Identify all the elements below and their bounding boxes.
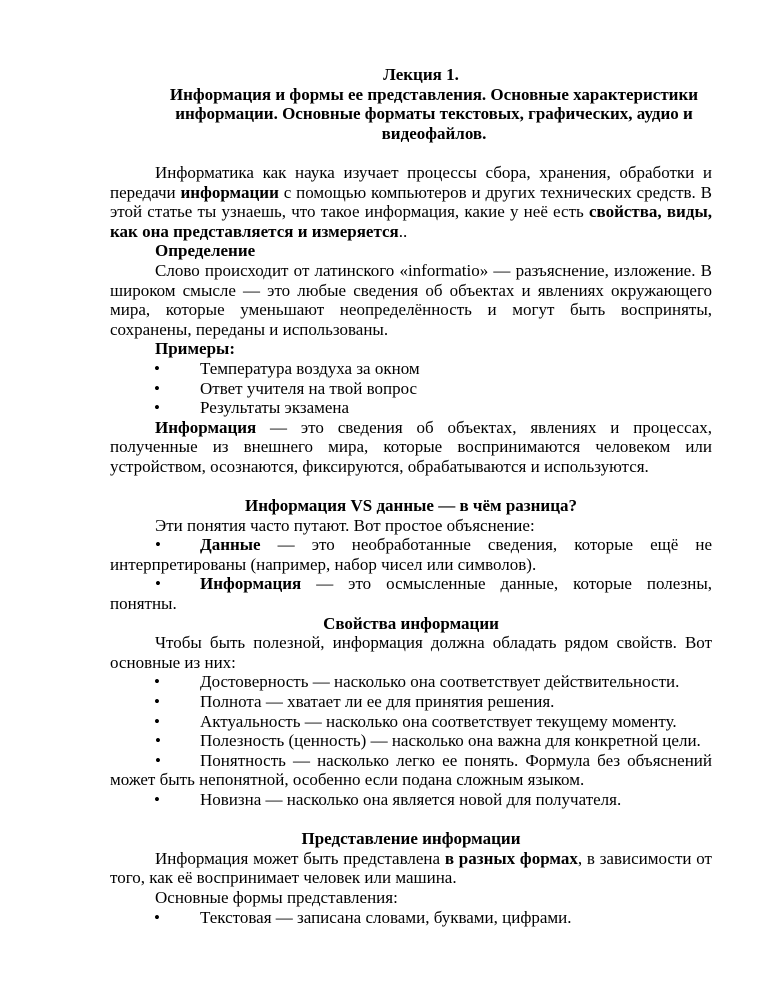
bullet-icon: • bbox=[155, 535, 161, 555]
bullet-icon: • bbox=[154, 398, 160, 418]
list-item: • Информация — это осмысленные данные, которые полезны, понятны. bbox=[110, 574, 712, 614]
properties-intro: Чтобы быть полезной, информация должна обладать рядом свойств. Вот основные из них: bbox=[110, 633, 712, 672]
lecture-title bbox=[110, 65, 712, 143]
list-item: • Понятность — насколько легко ее понять. Формула без объяснений может быть непонятной, особенно если подана сложным языком. bbox=[110, 750, 712, 790]
list-item: • Текстовая — записана словами, буквами, цифрами. bbox=[154, 907, 572, 927]
bullet-icon: • bbox=[154, 692, 160, 711]
bullet-icon: • bbox=[154, 907, 160, 927]
vs-intro: Эти понятия часто путают. Вот простое объяснение: bbox=[155, 515, 535, 535]
bullet-icon: • bbox=[155, 731, 161, 751]
information-definition: Информация — это сведения об объектах, явлениях и процессах, полученные из внешнего мира, которые воспринимаются человеком или устройством, осознаются, фиксируются, обрабатываются и используются. bbox=[110, 417, 712, 476]
list-item: • Полнота — хватает ли ее для принятия решения. bbox=[154, 692, 555, 711]
title-line-1: Лекция 1. bbox=[383, 65, 459, 84]
list-item: • Актуальность — насколько она соответствует текущему моменту. bbox=[154, 711, 677, 731]
examples-heading: Примеры: bbox=[155, 339, 235, 359]
list-item: • Данные — это необработанные сведения, которые ещё не интерпретированы (например, набор чисел или символов). bbox=[110, 535, 712, 574]
bullet-icon: • bbox=[154, 789, 160, 809]
list-item: • Ответ учителя на твой вопрос bbox=[154, 378, 418, 398]
list-item: • Полезность (ценность) — насколько она важна для конкретной цели. bbox=[155, 731, 701, 751]
list-item: • Новизна — насколько она является новой для получателя. bbox=[154, 789, 622, 809]
list-item: • Результаты экзамена bbox=[154, 398, 350, 418]
title-line-2: Информация и формы ее представления. Основные характеристики информации. Основные форматы текстовых, графических, аудио и видеофайлов. bbox=[169, 84, 699, 143]
bullet-icon: • bbox=[154, 378, 160, 398]
vs-heading: Информация VS данные — в чём разница? bbox=[244, 496, 578, 516]
bullet-icon: • bbox=[155, 750, 161, 770]
forms-intro: Основные формы представления: bbox=[155, 887, 398, 907]
bullet-icon: • bbox=[154, 358, 160, 378]
definition-heading: Определение bbox=[155, 241, 256, 261]
list-item: • Температура воздуха за окном bbox=[154, 358, 420, 378]
bullet-icon: • bbox=[154, 711, 160, 731]
bullet-icon: • bbox=[154, 672, 160, 692]
definition-paragraph: Слово происходит от латинского «informatio» — разъяснение, изложение. В широком смысле — это любые сведения об объектах и явлениях окружающего мира, которые уменьшают неопределённость и могут быть восприняты, сохранены, переданы и использованы. bbox=[110, 260, 712, 339]
bullet-icon: • bbox=[155, 574, 161, 594]
representation-paragraph: Информация может быть представлена в разных формах, в зависимости от того, как её воспринимает человек или машина. bbox=[110, 848, 712, 888]
representation-heading: Представление информации bbox=[301, 829, 521, 849]
intro-paragraph: Информатика как наука изучает процессы сбора, хранения, обработки и передачи информации с помощью компьютеров и других технических средств. В этой статье ты узнаешь, что такое информация, какие у неё есть свойства, виды, как она представляется и измеряется.. bbox=[110, 162, 712, 241]
document-page bbox=[110, 65, 712, 927]
list-item: • Достоверность — насколько она соответствует действительности. bbox=[154, 672, 680, 692]
properties-heading: Свойства информации bbox=[323, 613, 499, 633]
